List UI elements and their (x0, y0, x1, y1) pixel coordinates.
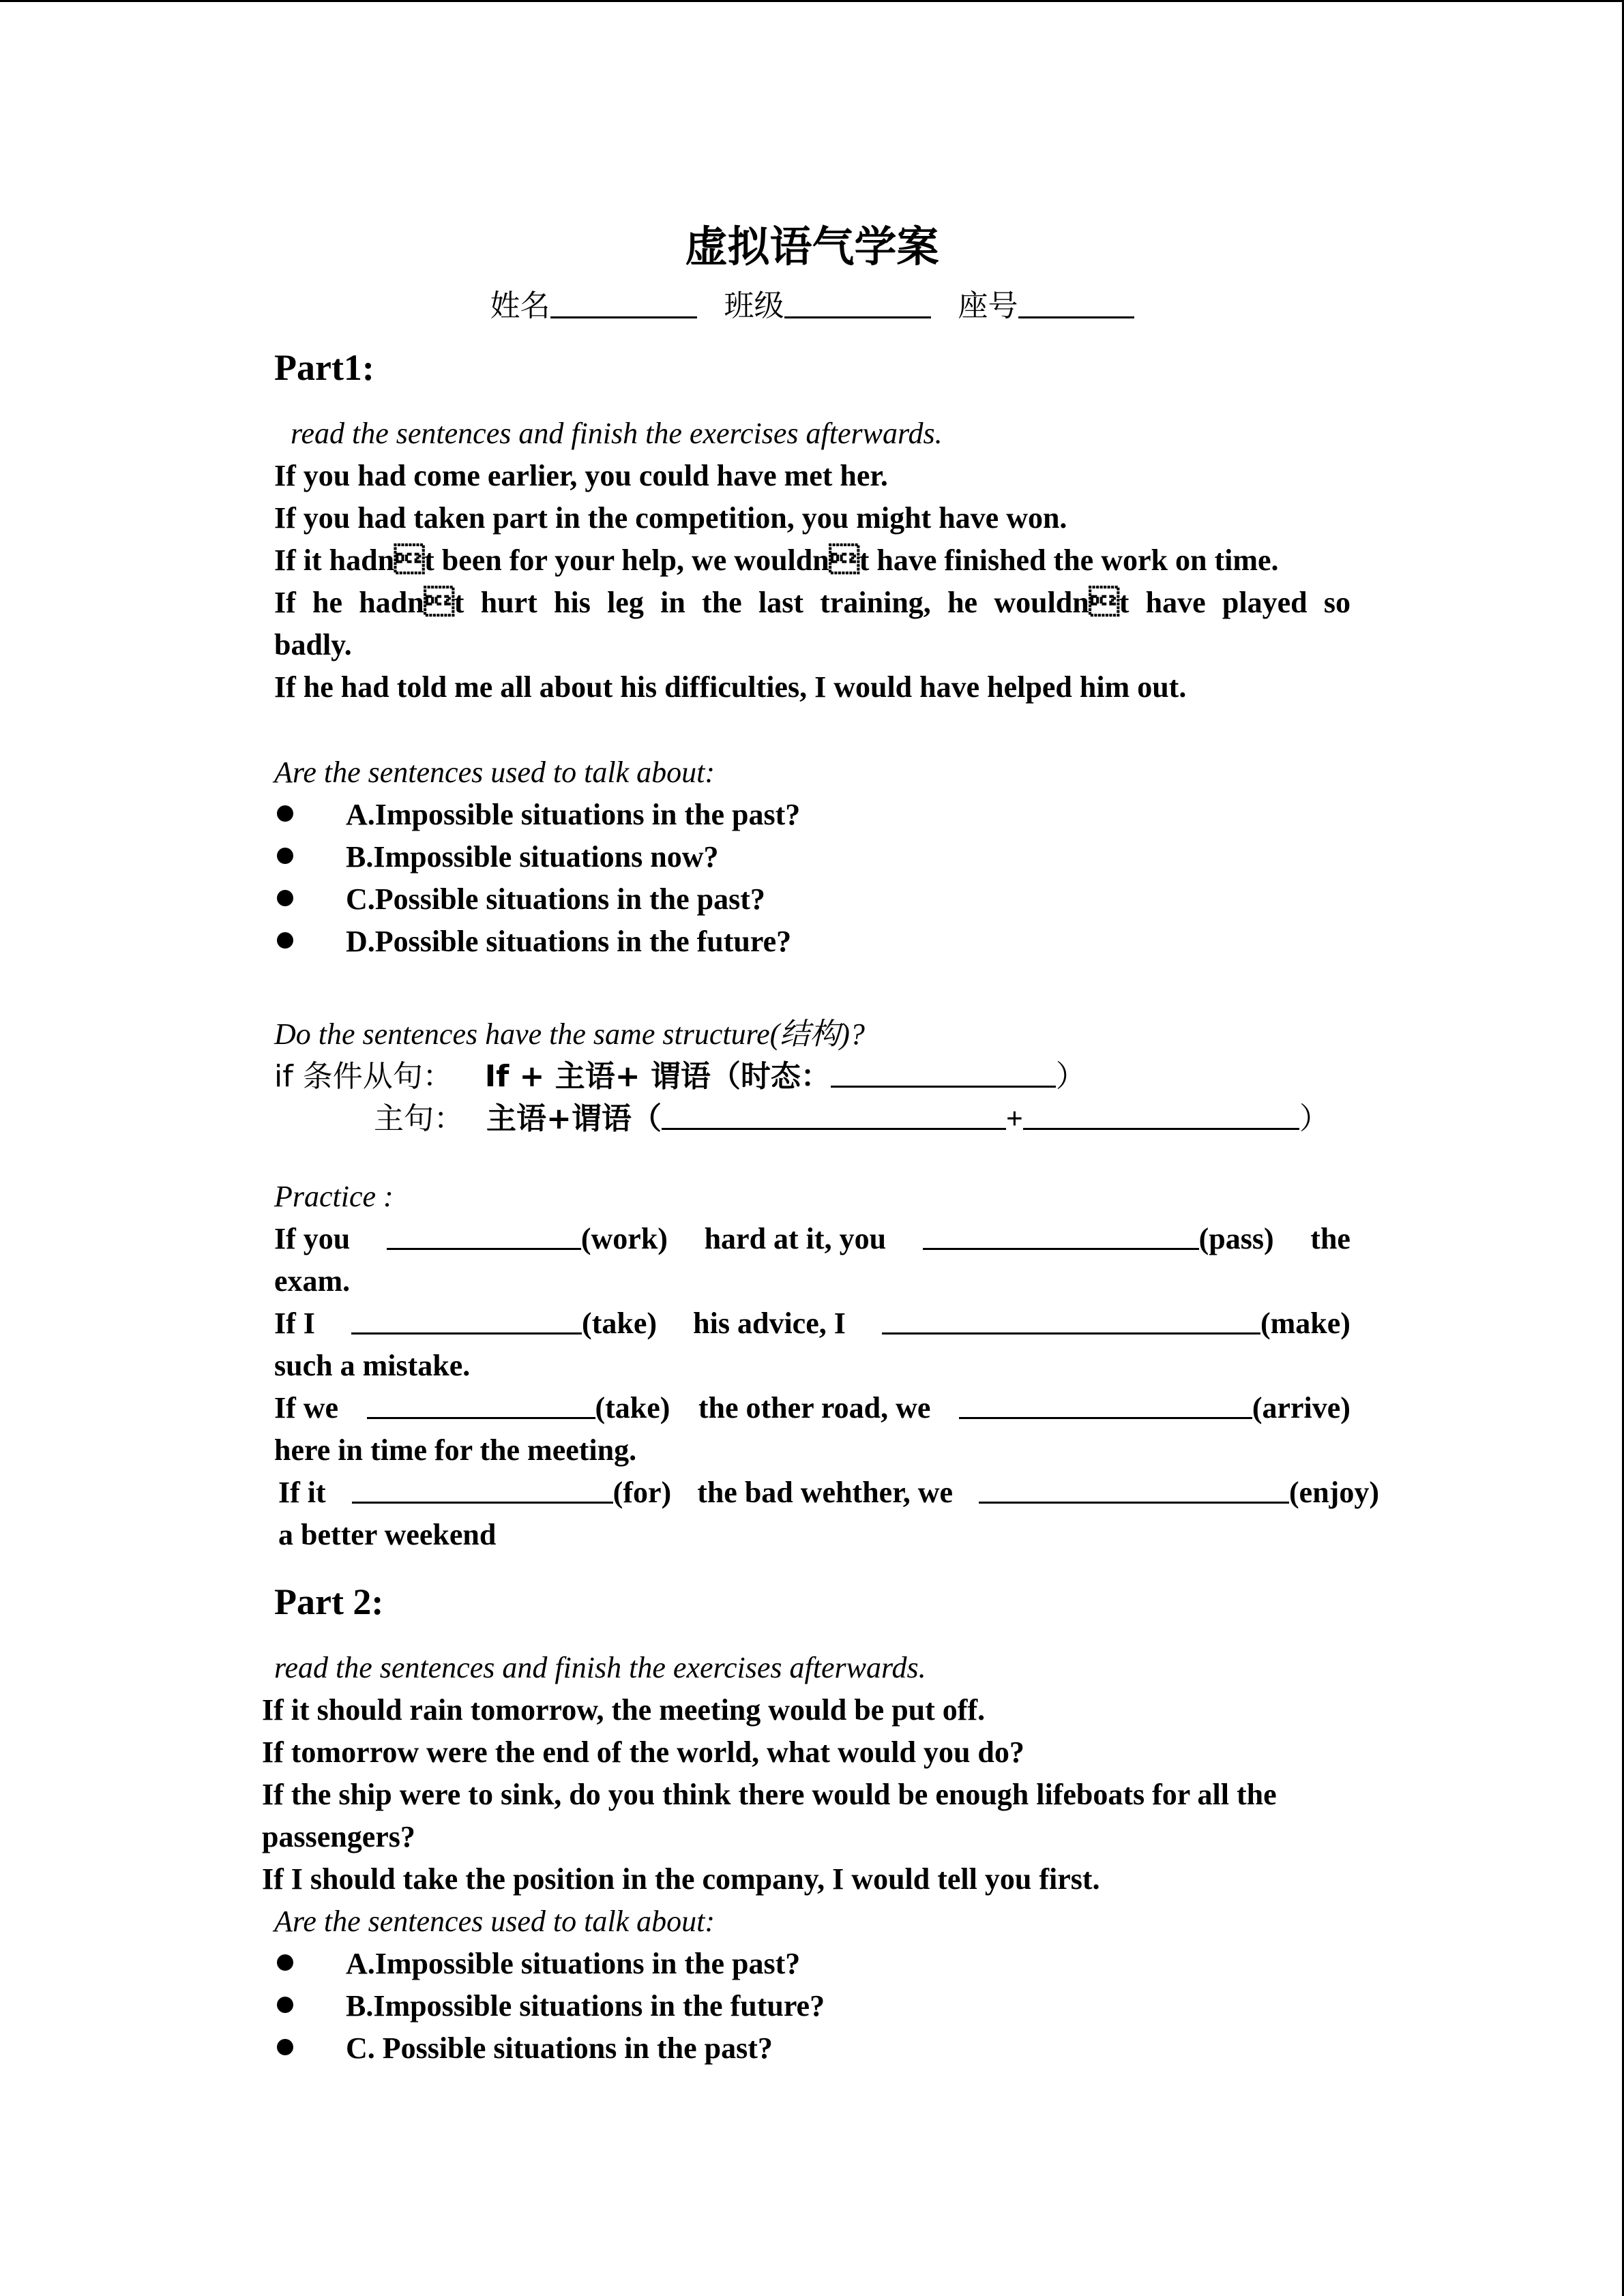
verb-hint: (for) (612, 1476, 672, 1509)
structure-question: Do the sentences have the same structure(结构)? (274, 1017, 865, 1051)
practice-q4-continuation: a better weekend (278, 1518, 497, 1551)
class-field[interactable] (784, 288, 931, 318)
bullet-icon (277, 1997, 293, 2013)
practice-q2-continuation: such a mistake. (274, 1349, 471, 1382)
verb-hint: (work) (580, 1222, 668, 1255)
verb-hint: (pass) (1198, 1222, 1274, 1255)
option-label: C.Possible situations in the past? (346, 882, 765, 916)
practice-text: the (1310, 1222, 1350, 1255)
practice-q2 (274, 1306, 1350, 1341)
option-label: D.Possible situations in the future? (346, 925, 792, 958)
if-clause-pattern: If + 主语+ 谓语（时态： (484, 1059, 831, 1094)
practice-text: If you (274, 1222, 351, 1255)
option-label: C. Possible situations in the past? (346, 2031, 773, 2065)
practice-text: If I (274, 1307, 315, 1340)
verb-hint: (make) (1260, 1307, 1350, 1340)
answer-blank[interactable] (959, 1391, 1252, 1419)
plus-sign: + (1005, 1102, 1023, 1135)
option-label: A.Impossible situations in the past? (346, 798, 801, 831)
bullet-icon (277, 1954, 293, 1971)
answer-blank[interactable] (387, 1222, 581, 1250)
practice-q4 (278, 1475, 1379, 1510)
practice-text: the other road, we (698, 1391, 931, 1425)
practice-text: the bad wehther, we (697, 1476, 954, 1509)
page-border-top (0, 0, 1624, 2)
verb-hint: (take) (595, 1391, 670, 1425)
bullet-icon (277, 932, 293, 949)
main-blank-1[interactable] (662, 1102, 1006, 1130)
part2-question: Are the sentences used to talk about: (274, 1905, 715, 1938)
close-paren: ） (1299, 1101, 1329, 1136)
practice-text: his advice, I (693, 1307, 846, 1340)
answer-blank[interactable] (979, 1476, 1289, 1504)
verb-hint: (take) (582, 1307, 658, 1340)
if-clause-formula (274, 1052, 1086, 1095)
bullet-icon (277, 805, 293, 822)
practice-q1 (274, 1221, 1350, 1256)
answer-blank[interactable] (352, 1476, 613, 1504)
option-label: B.Impossible situations now? (346, 840, 719, 874)
verb-hint: (enjoy) (1289, 1476, 1379, 1509)
main-clause-label: 主句： (374, 1101, 464, 1136)
part1-intro: read the sentences and finish the exercises afterwards. (291, 417, 943, 450)
part1-sentence: If he had told me all about his difficulties, I would have helped him out. (274, 670, 1187, 704)
answer-blank[interactable] (882, 1307, 1260, 1335)
verb-hint: (arrive) (1252, 1391, 1350, 1425)
practice-q3-continuation: here in time for the meeting. (274, 1433, 637, 1467)
part2-heading: Part 2: (274, 1581, 384, 1622)
part2-intro: read the sentences and finish the exercises afterwards. (274, 1651, 926, 1684)
main-clause-formula (374, 1094, 1329, 1137)
seat-label: 座号 (958, 288, 1018, 323)
tense-blank[interactable] (831, 1060, 1056, 1088)
option-label: A.Impossible situations in the past? (346, 1947, 801, 1980)
class-label: 班级 (724, 288, 784, 323)
part1-heading: Part1: (274, 347, 374, 388)
practice-q3 (274, 1390, 1350, 1425)
option-label: B.Impossible situations in the future? (346, 1989, 825, 2023)
part2-sentence: If tomorrow were the end of the world, what would you do? (262, 1735, 1024, 1769)
part1-question: Are the sentences used to talk about: (274, 756, 715, 789)
part2-sentence: passengers? (262, 1820, 415, 1853)
practice-text: hard at it, you (704, 1222, 887, 1255)
part1-sentence: If you had come earlier, you could have met her. (274, 459, 888, 492)
bullet-icon (277, 890, 293, 906)
main-blank-2[interactable] (1023, 1102, 1299, 1130)
part2-sentence: If it should rain tomorrow, the meeting would be put off. (262, 1693, 986, 1727)
name-field[interactable] (550, 288, 697, 318)
bullet-icon (277, 848, 293, 864)
if-clause-label: if 条件从句： (274, 1059, 453, 1094)
seat-field[interactable] (1018, 288, 1134, 318)
bullet-icon (277, 2039, 293, 2055)
part1-sentence: If he hadnt hurt his leg in the last training, he wouldnt have played so (274, 586, 1350, 619)
main-clause-pattern: 主语+谓语（ (486, 1101, 662, 1136)
answer-blank[interactable] (923, 1222, 1199, 1250)
answer-blank[interactable] (351, 1307, 582, 1335)
part1-sentence: If it hadnt been for your help, we wouldnt have finished the work on time. (274, 543, 1279, 577)
answer-blank[interactable] (367, 1391, 595, 1419)
practice-text: If it (278, 1476, 326, 1509)
student-info-fields (0, 281, 1624, 325)
part1-sentence: If you had taken part in the competition, you might have won. (274, 501, 1067, 535)
practice-q1-continuation: exam. (274, 1264, 351, 1298)
practice-label: Practice : (274, 1180, 394, 1213)
practice-text: If we (274, 1391, 339, 1425)
part1-sentence: badly. (274, 628, 352, 661)
name-label: 姓名 (490, 288, 550, 323)
page-title: 虚拟语气学案 (685, 222, 939, 271)
part2-sentence: If the ship were to sink, do you think there would be enough lifeboats for all the (262, 1778, 1277, 1811)
part2-sentence: If I should take the position in the company, I would tell you first. (262, 1862, 1100, 1896)
close-paren: ） (1055, 1059, 1086, 1094)
